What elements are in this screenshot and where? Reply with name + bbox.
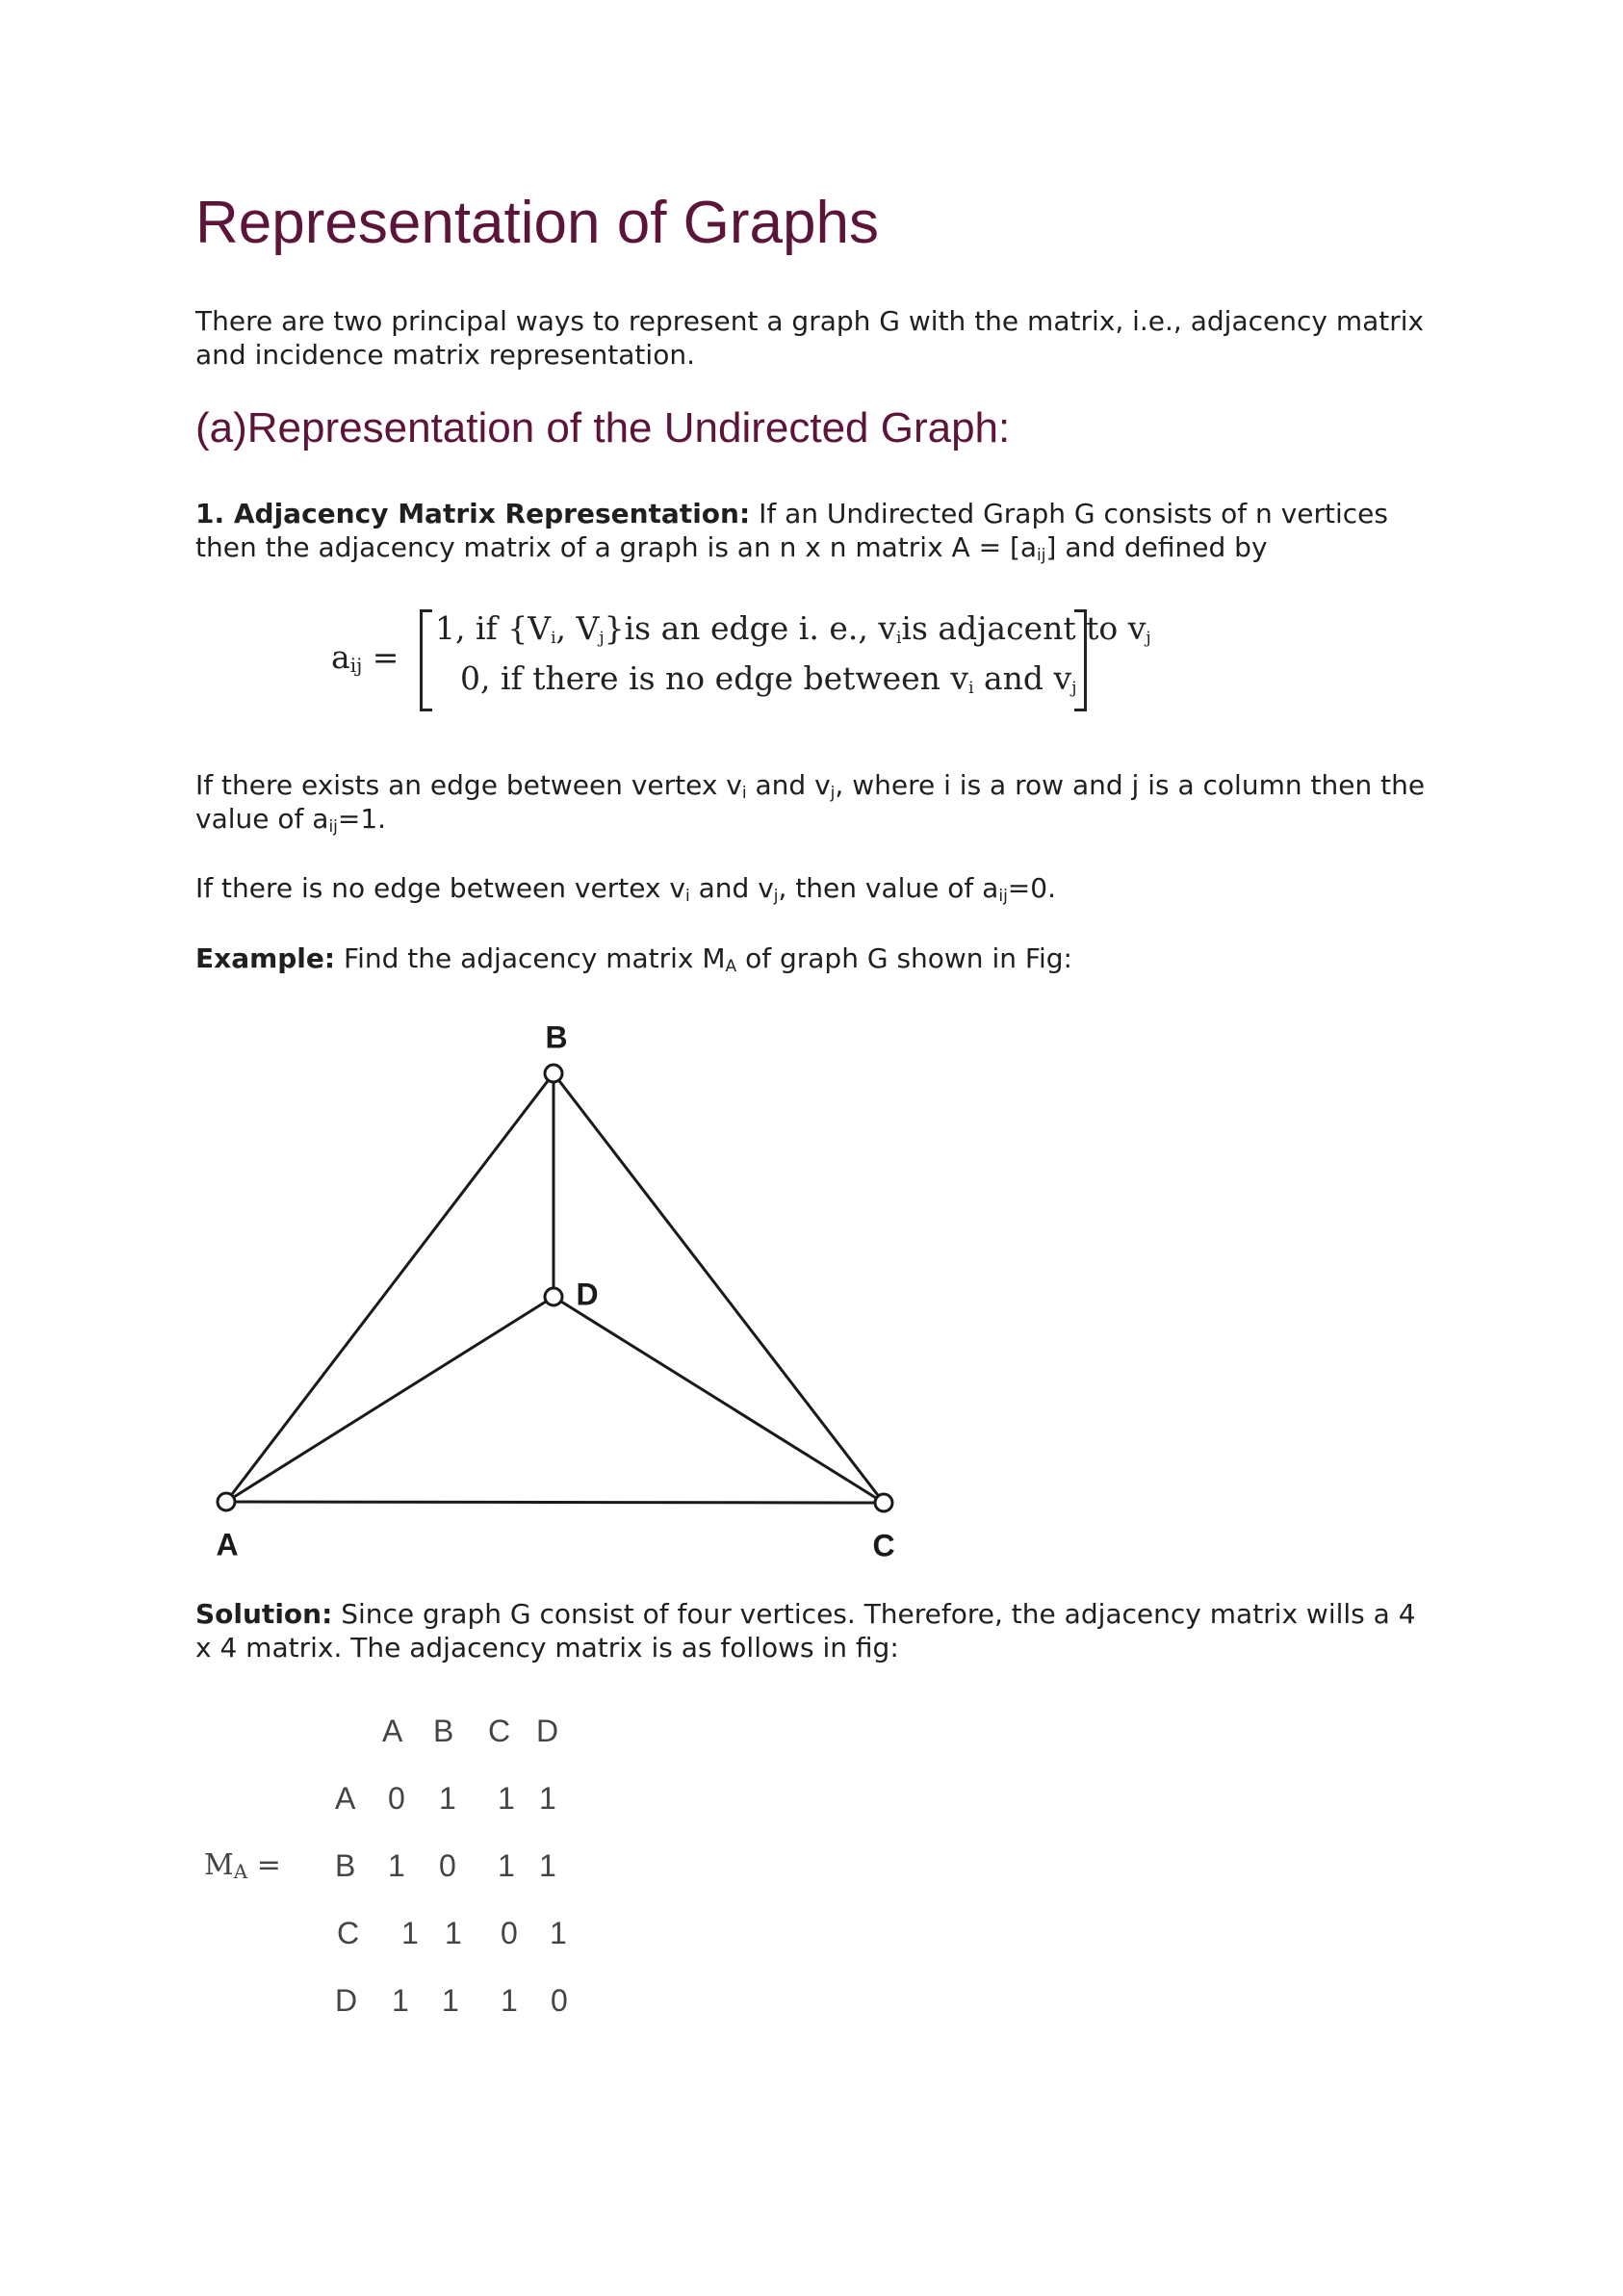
matrix-col-header: B — [433, 1714, 454, 1748]
formula-row1-b: , V — [555, 609, 600, 647]
matrix-cell: 1 — [401, 1916, 419, 1950]
graph-vertex-label-d: D — [576, 1277, 599, 1312]
formula-row2-sub-i: i — [968, 679, 974, 698]
formula-row1-d: is adjacent to v — [901, 609, 1146, 647]
graph-vertex-a — [218, 1493, 235, 1510]
matrix-cell: 0 — [501, 1916, 518, 1950]
formula-row1-sub-i: i — [551, 629, 556, 648]
matrix-cell: 1 — [498, 1848, 515, 1883]
adjacency-definition-paragraph — [195, 497, 1437, 564]
noedge-sub-ij: ij — [998, 887, 1008, 906]
exists-b: and v — [746, 769, 831, 801]
noedge-b: and v — [689, 872, 774, 904]
adjacency-sub-ij: ij — [1037, 546, 1046, 565]
matrix-cell: 0 — [439, 1848, 456, 1883]
matrix-cell: 1 — [550, 1916, 567, 1950]
exists-a: If there exists an edge between vertex v — [195, 769, 742, 801]
formula-row2-sub-j: j — [1071, 679, 1077, 698]
graph-edge-b-c — [554, 1073, 884, 1503]
graph-vertex-c — [875, 1494, 892, 1511]
section-heading: (a)Representation of the Undirected Graph: — [195, 404, 1011, 451]
matrix-label-m: M — [204, 1848, 234, 1882]
example-b: of graph G shown in Fig: — [736, 942, 1072, 974]
example-sub: A — [725, 957, 737, 976]
noedge-sub-j: j — [773, 887, 779, 906]
matrix-cell: 1 — [439, 1781, 456, 1816]
formula-equals: = — [372, 638, 399, 676]
exists-sub-i: i — [741, 784, 747, 803]
formula-left-bracket — [420, 609, 432, 711]
formula-row-1 — [435, 609, 1151, 647]
graph-vertex-label-c: C — [872, 1528, 895, 1563]
graph-vertex-label-a: A — [216, 1527, 239, 1562]
solution-paragraph — [195, 1597, 1437, 1664]
exists-sub-ij: ij — [328, 817, 338, 837]
example-paragraph — [195, 942, 1437, 975]
formula-lhs-sub: ij — [349, 654, 363, 677]
matrix-row-label: B — [335, 1848, 356, 1883]
graph-vertex-label-b: B — [545, 1019, 568, 1055]
example-label: Example: — [195, 942, 336, 974]
graph-vertex-d — [545, 1288, 562, 1305]
noedge-sub-i: i — [684, 887, 690, 906]
no-edge-paragraph — [195, 871, 1437, 905]
formula-row2-b: and v — [973, 659, 1072, 697]
noedge-c: , then value of a — [778, 872, 999, 904]
noedge-a: If there is no edge between vertex v — [195, 872, 685, 904]
adjacency-formula — [327, 602, 1151, 712]
graph-edge-a-b — [226, 1073, 554, 1502]
solution-text: Since graph G consist of four vertices. Therefore, the adjacency matrix wills a 4 x 4 matrix. The adjacency matrix is as follows in fig: — [195, 1598, 1416, 1664]
edge-exists-paragraph — [195, 768, 1437, 836]
intro-paragraph: There are two principal ways to represent a graph G with the matrix, i.e., adjacency matrix and incidence matrix representation. — [195, 305, 1425, 371]
matrix-cell: 0 — [551, 1983, 568, 2018]
matrix-cell: 1 — [445, 1916, 462, 1950]
formula-row1-sub-j2: j — [1146, 629, 1151, 648]
graph-figure — [193, 1001, 924, 1569]
exists-sub-j: j — [830, 784, 836, 803]
exists-c: , where i is a row and j is a column then the value of a — [195, 769, 1426, 835]
matrix-col-header: C — [488, 1714, 511, 1748]
matrix-cell: 0 — [388, 1781, 405, 1816]
matrix-cell: 1 — [498, 1781, 515, 1816]
adjacency-label: 1. Adjacency Matrix Representation: — [195, 498, 751, 529]
matrix-cell: 1 — [442, 1983, 459, 2018]
page-title: Representation of Graphs — [195, 190, 879, 256]
adjacency-matrix — [193, 1704, 635, 2022]
formula-row2-a: 0, if there is no edge between v — [460, 659, 969, 697]
formula-right-bracket — [1074, 609, 1087, 711]
matrix-cell: 1 — [388, 1848, 405, 1883]
matrix-col-header: A — [382, 1714, 403, 1748]
matrix-label-sub: A — [233, 1860, 248, 1883]
formula-row1-c: }is an edge i. e., v — [604, 609, 896, 647]
formula-row-2 — [460, 659, 1076, 697]
formula-row1-sub-i2: i — [895, 629, 902, 648]
adjacency-text-a: If an Undirected Graph G consists of n vertices then the adjacency matrix of a graph is an n x n matrix A = [a — [195, 498, 1388, 563]
matrix-col-header: D — [536, 1714, 559, 1748]
formula-row1-a: 1, if {V — [435, 609, 552, 647]
matrix-label-eq: = — [247, 1848, 281, 1882]
graph-edge-c-d — [554, 1297, 884, 1503]
formula-lhs-a: a — [331, 638, 350, 676]
formula-row1-sub-j: j — [599, 629, 605, 648]
graph-edge-a-d — [226, 1297, 554, 1502]
matrix-cell: 1 — [539, 1781, 556, 1816]
noedge-d: =0. — [1007, 872, 1056, 904]
adjacency-text-b: ] and defined by — [1045, 531, 1268, 563]
matrix-row-label: A — [335, 1781, 356, 1816]
example-a: Find the adjacency matrix M — [335, 942, 726, 974]
matrix-cell: 1 — [539, 1848, 556, 1883]
graph-edge-a-c — [226, 1502, 884, 1503]
matrix-cell: 1 — [392, 1983, 409, 2018]
exists-d: =1. — [337, 803, 387, 835]
solution-label: Solution: — [195, 1598, 333, 1630]
graph-vertex-b — [545, 1065, 562, 1082]
formula-lhs — [331, 638, 399, 676]
matrix-label — [204, 1848, 281, 1882]
matrix-row-label: D — [335, 1983, 358, 2018]
matrix-row-label: C — [337, 1916, 360, 1950]
matrix-cell: 1 — [501, 1983, 518, 2018]
